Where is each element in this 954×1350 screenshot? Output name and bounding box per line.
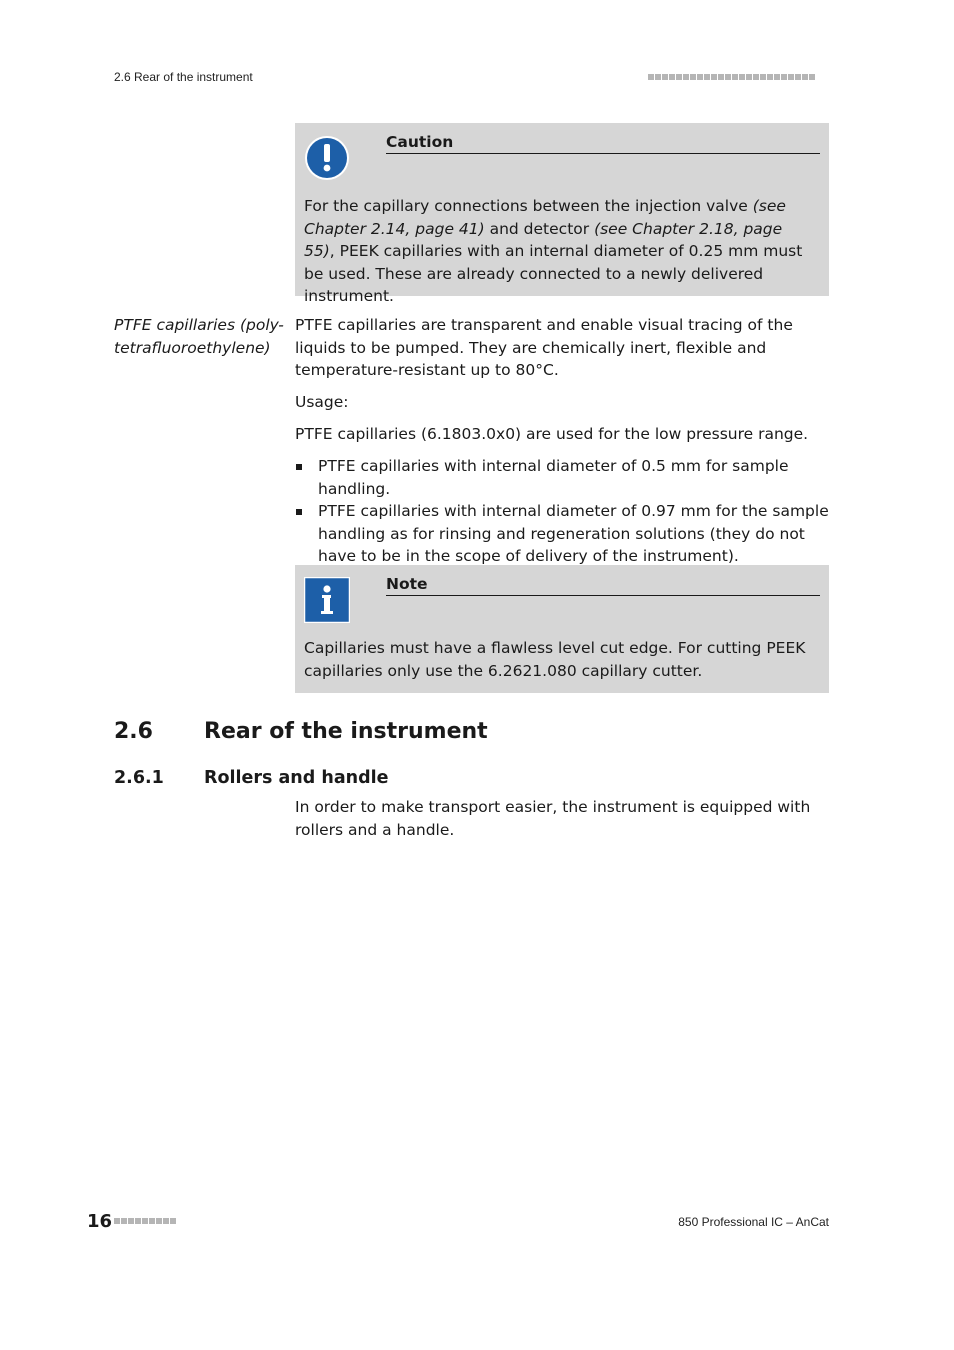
subsection-number: 2.6.1	[114, 768, 164, 788]
section-number: 2.6	[114, 719, 153, 744]
ptfe-intro: PTFE capillaries are transparent and enable visual tracing of the liquids to be pumped. They are chemically inert, flexible and temperature-resistant up to 80°C.	[295, 316, 793, 379]
note-title: Note	[386, 575, 820, 596]
running-header: 2.6 Rear of the instrument	[114, 70, 253, 84]
info-icon	[304, 577, 350, 627]
footer-product: 850 Professional IC – AnCat	[678, 1215, 829, 1229]
note-box	[295, 565, 829, 693]
exclamation-icon	[304, 135, 350, 185]
ptfe-bullet-list	[295, 455, 829, 568]
page-number: 16	[87, 1211, 113, 1232]
subsection-title: Rollers and handle	[204, 768, 389, 788]
caution-ref-2[interactable]: (see Chapter 2.18, page 55)	[304, 219, 783, 260]
section-title: Rear of the instrument	[204, 719, 488, 744]
header-decoration	[648, 74, 815, 80]
caution-title: Caution	[386, 133, 820, 154]
footer-decoration	[114, 1218, 176, 1224]
caution-box	[295, 123, 829, 305]
usage-label: Usage:	[295, 393, 349, 411]
ptfe-side-label: PTFE capillaries (poly-tetrafluoroethylene)	[114, 316, 284, 357]
usage-text: PTFE capillaries (6.1803.0x0) are used for the low pressure range.	[295, 425, 809, 443]
note-text: Capillaries must have a flawless level cut edge. For cutting PEEK capillaries only use the 6.2621.080 capillary cutter.	[304, 639, 806, 680]
subsection-text: In order to make transport easier, the instrument is equipped with rollers and a handle.	[295, 798, 811, 839]
list-item: PTFE capillaries with internal diameter of 0.97 mm for the sample handling as for rinsing and regeneration solutions (they do not have to be in the scope of delivery of the instrument).	[295, 500, 829, 568]
caution-text: For the capillary connections between the injection valve (see Chapter 2.14, page 41) and detector (see Chapter 2.18, page 55), PEEK capillaries with an internal diameter of 0.25 mm must be used. These are already connected to a newly delivered instrument.	[304, 197, 803, 305]
caution-ref-1[interactable]: (see Chapter 2.14, page 41)	[304, 197, 786, 238]
list-item: PTFE capillaries with internal diameter of 0.5 mm for sample handling.	[295, 455, 829, 500]
